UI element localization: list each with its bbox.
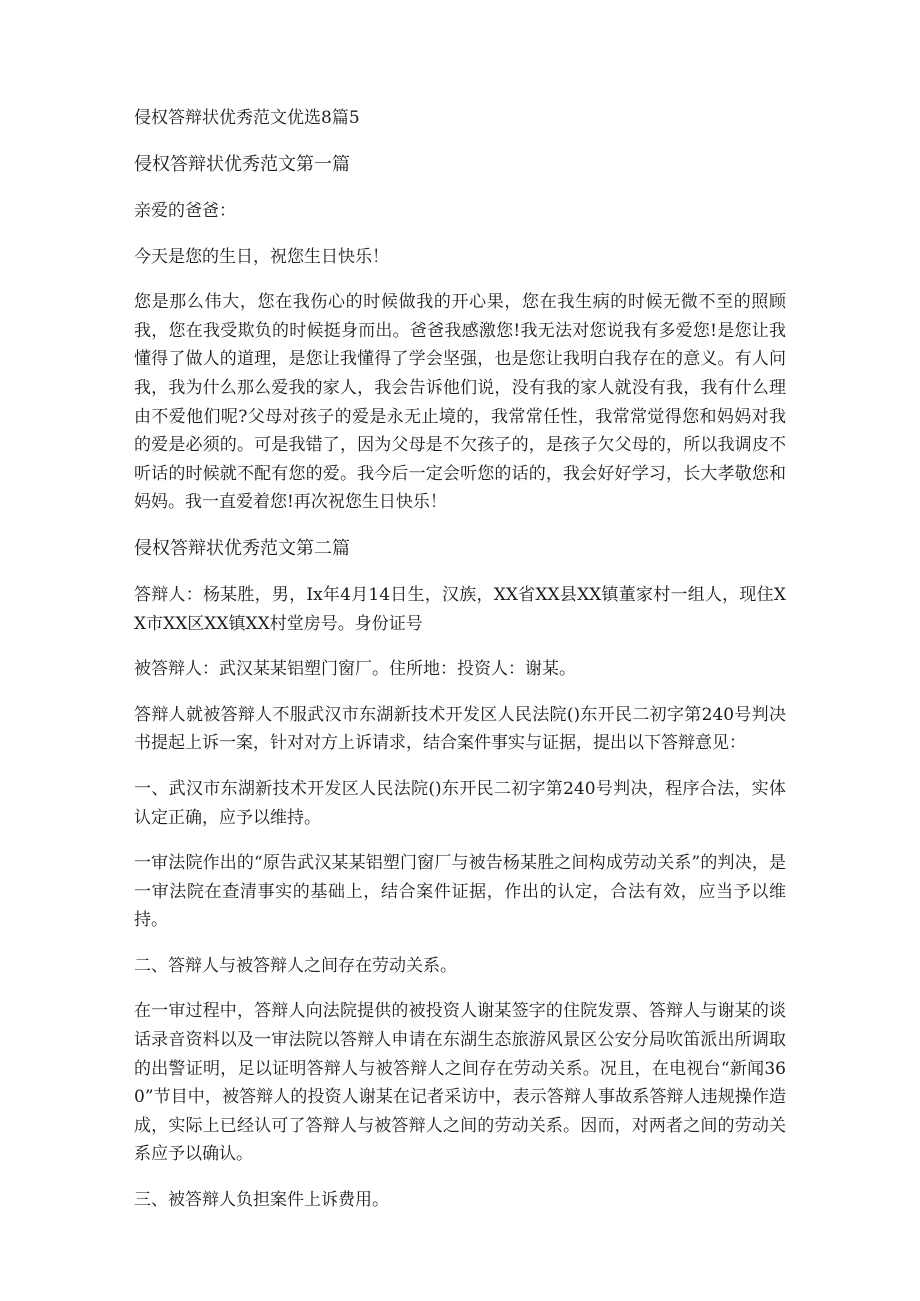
section-2-heading: 侵权答辩状优秀范文第二篇 [134,537,350,559]
document-page [134,104,786,1232]
document-title: 侵权答辩状优秀范文优选8篇5 [134,108,360,128]
salutation: 亲爱的爸爸： [134,201,236,221]
point-one: 一、武汉市东湖新技术开发区人民法院()东开民二初字第240号判决，程序合法，实体认定正确，应予以维持。 [134,778,786,828]
point-two-detail: 在一审过程中，答辩人向法院提供的被投资人谢某签字的住院发票、答辩人与谢某的谈话录音资料以及一审法院以答辩人申请在东湖生态旅游风景区公安分局吹笛派出所调取的出警证明，足以证明答辩人与被答辩人之间存在劳动关系。况且，在电视台“新闻360”节目中，被答辩人的投资人谢某在记者采访中，表示答辩人事故系答辩人违规操作造成，实际上已经认可了答辩人与被答辩人之间的劳动关系。因而，对两者之间的劳动关系应予以确认。 [134,1001,786,1165]
letter-body: 您是那么伟大，您在我伤心的时候做我的开心果，您在我生病的时候无微不至的照顾我，您在我受欺负的时候挺身而出。爸爸我感激您!我无法对您说我有多爱您!是您让我懂得了做人的道理，是您让我懂得了学会坚强，也是您让我明白我存在的意义。有人问我，我为什么那么爱我的家人，我会告诉他们说，没有我的家人就没有我，我有什么理由不爱他们呢?父母对孩子的爱是永无止境的，我常常任性，我常常觉得您和妈妈对我的爱是必须的。可是我错了，因为父母是不欠孩子的，是孩子欠父母的，所以我调皮不听话的时候就不配有您的爱。我今后一定会听您的话的，我会好好学习，长大孝敬您和妈妈。我一直爱着您!再次祝您生日快乐！ [134,292,786,513]
point-two: 二、答辩人与被答辩人之间存在劳动关系。 [134,955,457,976]
birthday-greeting: 今天是您的生日，祝您生日快乐！ [134,246,389,267]
defense-intro: 答辩人就被答辩人不服武汉市东湖新技术开发区人民法院()东开民二初字第240号判决书提起上诉一案，针对对方上诉请求，结合案件事实与证据，提出以下答辩意见： [134,704,786,754]
section-1-heading: 侵权答辩状优秀范文第一篇 [134,154,350,175]
appellee-info: 被答辩人：武汉某某铝塑门窗厂。住所地：投资人：谢某。 [134,659,576,680]
point-three: 三、被答辩人负担案件上诉费用。 [134,1190,389,1211]
point-one-detail: 一审法院作出的“原告武汉某某铝塑门窗厂与被告杨某胜之间构成劳动关系”的判决，是一审法院在查清事实的基础上，结合案件证据，作出的认定，合法有效，应当予以维持。 [134,853,786,931]
respondent-info: 答辩人：杨某胜，男，Ix年4月14日生，汉族，XX省XX县XX镇董家村一组人，现住XX市XX区XX镇XX村堂房号。身份证号 [134,584,786,634]
